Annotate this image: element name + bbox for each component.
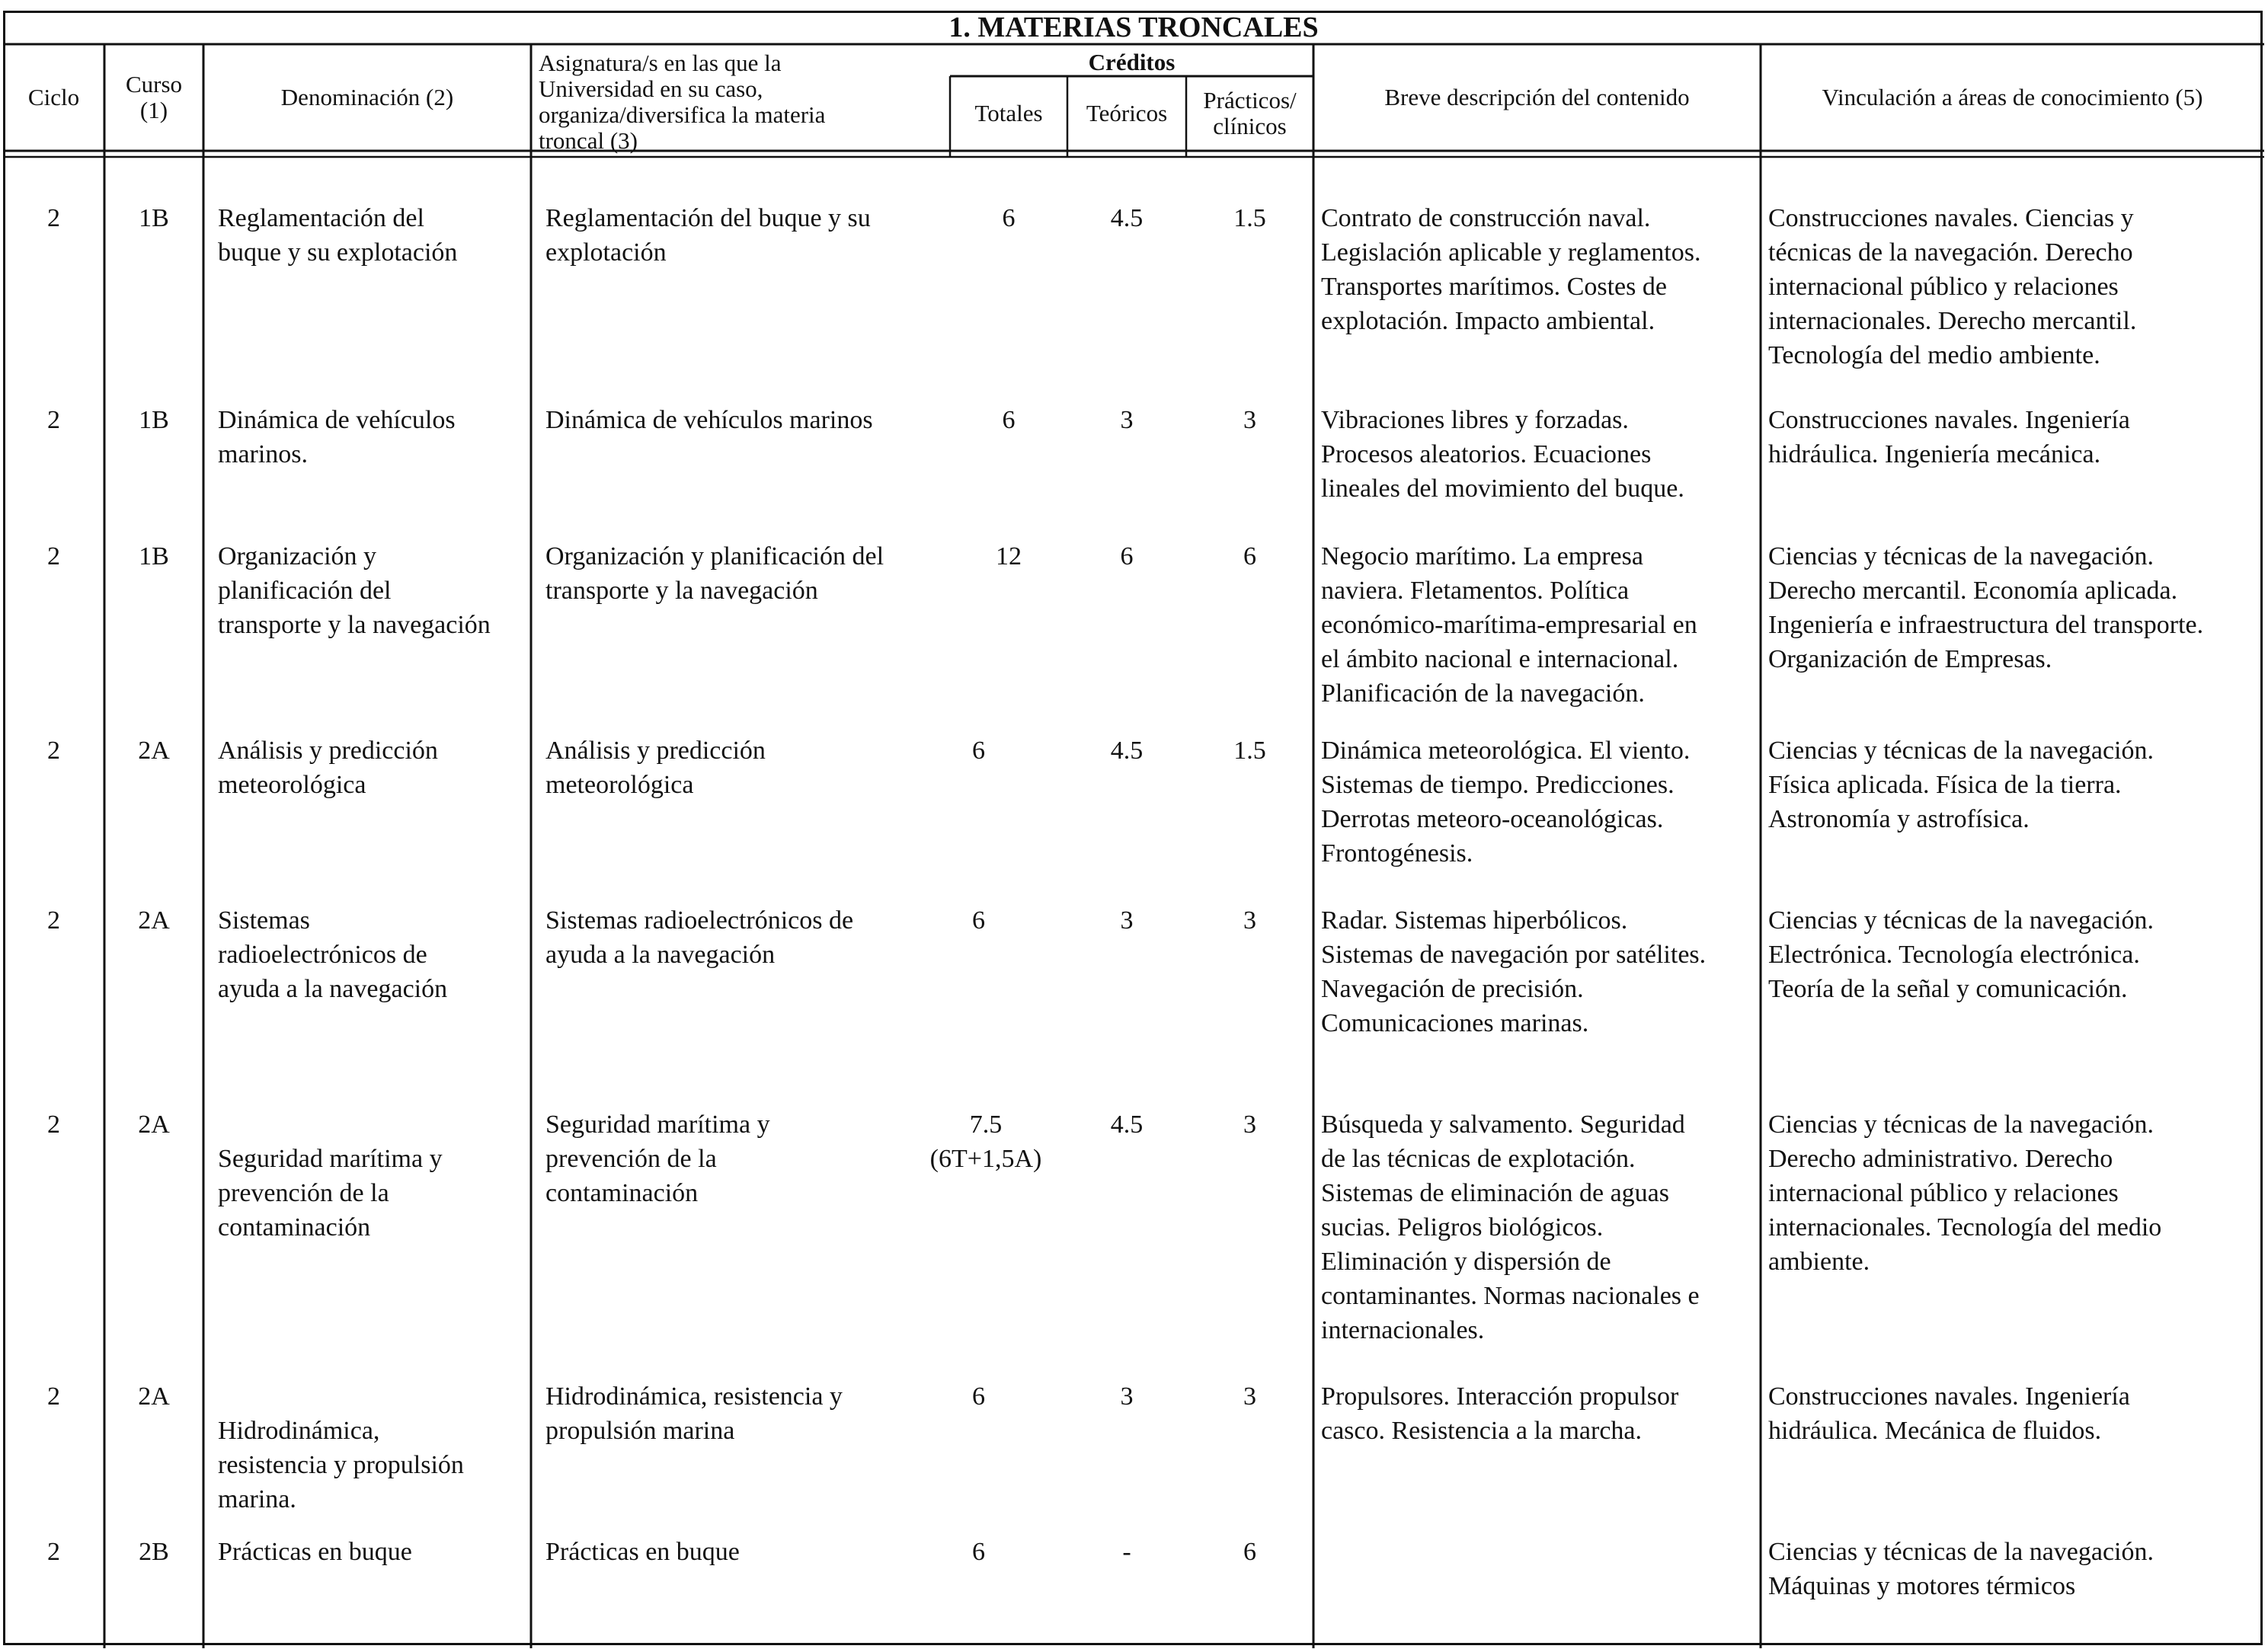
cell-asignatura: Hidrodinámica, resistencia y propulsión marina [545, 1382, 843, 1445]
cell-descripcion: Radar. Sistemas hiperbólicos. Sistemas de navegación por satélites. Navegación de precisión. Comunicaciones marinas. [1321, 906, 1707, 1037]
cell-denominacion: Hidrodinámica, resistencia y propulsión marina. [218, 1417, 464, 1513]
cell-practicos: 6 [1243, 542, 1256, 570]
cell-denominacion: Reglamentación del buque y su explotación [218, 204, 458, 267]
cell-totales: 6 [972, 1382, 985, 1411]
header-practicos: Prácticos/ clínicos [1203, 87, 1297, 139]
cell-asignatura: Sistemas radioelectrónicos de ayuda a la navegación [545, 906, 854, 969]
cell-curso: 2A [138, 1382, 170, 1411]
cell-denominacion: Organización y planificación del transporte y la navegación [218, 542, 491, 639]
cell-totales: 7.5 (6T+1,5A) [929, 1111, 1042, 1173]
cell-ciclo: 2 [47, 906, 60, 935]
cell-curso: 2A [138, 737, 170, 765]
cell-asignatura: Reglamentación del buque y su explotación [545, 204, 871, 267]
cell-teoricos: 4.5 [1110, 1111, 1144, 1139]
cell-teoricos: - [1122, 1538, 1131, 1566]
cell-totales: 12 [996, 542, 1022, 570]
cell-curso: 2A [138, 906, 170, 935]
table-title: 1. MATERIAS TRONCALES [948, 11, 1319, 43]
cell-ciclo: 2 [47, 1538, 60, 1566]
cell-practicos: 3 [1243, 1382, 1256, 1411]
cell-ciclo: 2 [47, 1382, 60, 1411]
cell-denominacion: Dinámica de vehículos marinos. [218, 406, 456, 468]
cell-ciclo: 2 [47, 737, 60, 765]
materias-troncales-document [3, 11, 2264, 1648]
cell-teoricos: 3 [1120, 406, 1134, 434]
cell-descripcion: Dinámica meteorológica. El viento. Sistemas de tiempo. Predicciones. Derrotas meteoro-oceanológicas. Frontogénesis. [1321, 737, 1691, 868]
header-curso: Curso (1) [125, 71, 183, 123]
cell-curso: 1B [139, 204, 169, 232]
cell-curso: 2A [138, 1111, 170, 1139]
cell-teoricos: 3 [1120, 1382, 1134, 1411]
cell-denominacion: Análisis y predicción meteorológica [218, 737, 438, 799]
cell-practicos: 1.5 [1233, 204, 1266, 232]
cell-practicos: 3 [1243, 906, 1256, 935]
header-totales: Totales [974, 100, 1043, 126]
header-ciclo: Ciclo [27, 84, 80, 110]
cell-totales: 6 [1002, 204, 1016, 232]
cell-asignatura: Dinámica de vehículos marinos [545, 406, 873, 434]
header-vinculacion: Vinculación a áreas de conocimiento (5) [1822, 84, 2203, 110]
cell-descripcion: Vibraciones libres y forzadas. Procesos aleatorios. Ecuaciones lineales del movimiento del buque. [1321, 406, 1684, 503]
cell-asignatura: Prácticas en buque [545, 1538, 740, 1566]
cell-teoricos: 3 [1120, 906, 1134, 935]
cell-vinculacion: Construcciones navales. Ingeniería hidráulica. Ingeniería mecánica. [1768, 406, 2130, 468]
cell-totales: 6 [972, 906, 985, 935]
header-teoricos: Teóricos [1086, 100, 1168, 126]
cell-ciclo: 2 [47, 1111, 60, 1139]
header-asignaturas: Asignatura/s en las que la Universidad en su caso, organiza/diversifica la materia troncal (3) [539, 50, 826, 154]
cell-vinculacion: Ciencias y técnicas de la navegación. Derecho mercantil. Economía aplicada. Ingeniería e infraestructura del transporte. Organización de Empresas. [1768, 542, 2204, 673]
cell-teoricos: 6 [1120, 542, 1134, 570]
cell-descripcion: Propulsores. Interacción propulsor casco. Resistencia a la marcha. [1321, 1382, 1679, 1445]
cell-ciclo: 2 [47, 406, 60, 434]
cell-practicos: 1.5 [1233, 737, 1266, 765]
cell-ciclo: 2 [47, 204, 60, 232]
cell-asignatura: Organización y planificación del transporte y la navegación [545, 542, 884, 605]
cell-curso: 2B [139, 1538, 169, 1566]
cell-denominacion: Sistemas radioelectrónicos de ayuda a la navegación [218, 906, 448, 1003]
cell-vinculacion: Ciencias y técnicas de la navegación. Máquinas y motores térmicos [1768, 1538, 2154, 1600]
cell-curso: 1B [139, 542, 169, 570]
cell-practicos: 3 [1243, 1111, 1256, 1139]
cell-denominacion: Prácticas en buque [218, 1538, 412, 1566]
cell-practicos: 6 [1243, 1538, 1256, 1566]
cell-vinculacion: Construcciones navales. Ciencias y técnicas de la navegación. Derecho internacional público y relaciones internacionales. Derecho mercantil. Tecnología del medio ambiente. [1768, 204, 2137, 369]
header-descripcion: Breve descripción del contenido [1384, 84, 1690, 110]
cell-curso: 1B [139, 406, 169, 434]
cell-descripcion: Contrato de construcción naval. Legislación aplicable y reglamentos. Transportes marítimos. Costes de explotación. Impacto ambiental. [1321, 204, 1701, 335]
cell-totales: 6 [1002, 406, 1016, 434]
cell-vinculacion: Ciencias y técnicas de la navegación. Física aplicada. Física de la tierra. Astronomía y astrofísica. [1768, 737, 2154, 833]
cell-totales: 6 [972, 737, 985, 765]
cell-ciclo: 2 [47, 542, 60, 570]
cell-asignatura: Análisis y predicción meteorológica [545, 737, 766, 799]
cell-vinculacion: Ciencias y técnicas de la navegación. Electrónica. Tecnología electrónica. Teoría de la señal y comunicación. [1768, 906, 2154, 1003]
header-creditos: Créditos [1088, 49, 1176, 75]
cell-descripcion: Negocio marítimo. La empresa naviera. Fletamentos. Política económico-marítima-empresarial en el ámbito nacional e internacional. Planificación de la navegación. [1321, 542, 1697, 708]
cell-teoricos: 4.5 [1110, 204, 1144, 232]
cell-denominacion: Seguridad marítima y prevención de la contaminación [218, 1145, 443, 1242]
cell-vinculacion: Construcciones navales. Ingeniería hidráulica. Mecánica de fluidos. [1768, 1382, 2130, 1445]
cell-asignatura: Seguridad marítima y prevención de la contaminación [545, 1111, 770, 1207]
header-denominacion: Denominación (2) [280, 84, 454, 110]
cell-teoricos: 4.5 [1110, 737, 1144, 765]
cell-descripcion: Búsqueda y salvamento. Seguridad de las técnicas de explotación. Sistemas de eliminación de aguas sucias. Peligros biológicos. Eliminación y dispersión de contaminantes. Normas nacionales e internacionales. [1321, 1111, 1700, 1344]
cell-vinculacion: Ciencias y técnicas de la navegación. Derecho administrativo. Derecho internacional público y relaciones internacionales. Tecnología del medio ambiente. [1768, 1111, 2162, 1276]
cell-totales: 6 [972, 1538, 985, 1566]
cell-practicos: 3 [1243, 406, 1256, 434]
